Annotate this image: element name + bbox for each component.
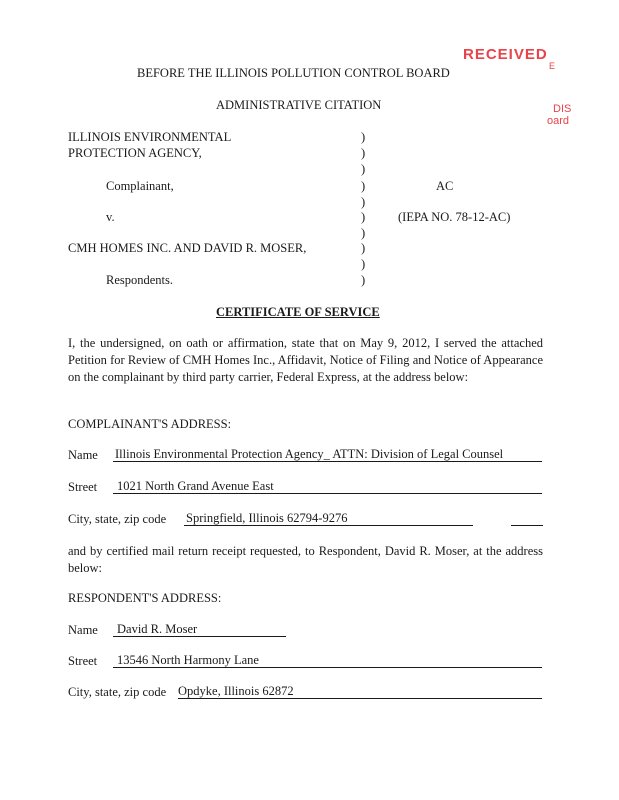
respondents-role: Respondents. bbox=[106, 273, 174, 287]
caption-paren: ) bbox=[361, 162, 366, 176]
respondent-name-value: David R. Moser bbox=[117, 622, 198, 636]
caption-paren: ) bbox=[361, 241, 366, 255]
certificate-title: CERTIFICATE OF SERVICE bbox=[216, 305, 380, 319]
respondent-address-heading: RESPONDENT'S ADDRESS: bbox=[68, 591, 222, 605]
caption-paren: ) bbox=[361, 146, 366, 160]
respondent-street-value: 13546 North Harmony Lane bbox=[117, 653, 259, 667]
mail-paragraph: and by certified mail return receipt requested, to Respondent, David R. Moser, at the address below: bbox=[68, 544, 543, 575]
respondent-street-label: Street bbox=[68, 654, 98, 668]
certificate-body: I, the undersigned, on oath or affirmation, state that on May 9, 2012, I served the attached Petition for Review of CMH Homes Inc., Affidavit, Notice of Filing and Notice of Appearance on the complainant by third party carrier, Federal Express, at the address below: bbox=[68, 336, 543, 384]
respondent-city-label: City, state, zip code bbox=[68, 685, 167, 699]
complainant-city-field bbox=[184, 511, 473, 526]
complainant-name-label: Name bbox=[68, 448, 98, 462]
complainant-name-field bbox=[113, 447, 542, 462]
complainant-name-line1: ILLINOIS ENVIRONMENTAL bbox=[68, 130, 232, 144]
stamp-fragment-oard: oard bbox=[547, 115, 570, 127]
complainant-city-label: City, state, zip code bbox=[68, 512, 167, 526]
caption-paren: ) bbox=[361, 130, 366, 144]
respondent-name-field bbox=[113, 622, 286, 637]
versus: v. bbox=[106, 210, 115, 224]
complainant-extra-field bbox=[511, 511, 543, 526]
respondent-street-field bbox=[113, 653, 542, 668]
board-heading: BEFORE THE ILLINOIS POLLUTION CONTROL BOARD bbox=[137, 66, 450, 80]
case-type: AC bbox=[436, 179, 454, 193]
stamp-fragment-dis: DIS bbox=[553, 103, 572, 115]
respondent-city-field bbox=[178, 684, 542, 699]
stamp-fragment-e: E bbox=[549, 61, 556, 71]
complainant-city-value: Springfield, Illinois 62794-9276 bbox=[186, 511, 348, 525]
complainant-street-field bbox=[113, 479, 542, 494]
caption-paren: ) bbox=[361, 226, 366, 240]
respondent-name-label: Name bbox=[68, 623, 98, 637]
complainant-role: Complainant, bbox=[106, 179, 174, 193]
respondents-name: CMH HOMES INC. AND DAVID R. MOSER, bbox=[68, 241, 307, 255]
complainant-street-value: 1021 North Grand Avenue East bbox=[117, 479, 274, 493]
caption-paren: ) bbox=[361, 179, 366, 193]
complainant-name-value: Illinois Environmental Protection Agency_ ATTN: Division of Legal Counsel bbox=[115, 447, 504, 461]
caption-paren: ) bbox=[361, 195, 366, 209]
case-number: (IEPA NO. 78-12-AC) bbox=[398, 210, 511, 224]
respondent-city-value: Opdyke, Illinois 62872 bbox=[178, 684, 294, 698]
caption-paren: ) bbox=[361, 273, 366, 287]
complainant-street-label: Street bbox=[68, 480, 98, 494]
citation-heading: ADMINISTRATIVE CITATION bbox=[216, 98, 382, 112]
complainant-address-heading: COMPLAINANT'S ADDRESS: bbox=[68, 417, 232, 431]
caption-paren: ) bbox=[361, 210, 366, 224]
caption-paren: ) bbox=[361, 257, 366, 271]
received-stamp: RECEIVED bbox=[463, 46, 548, 63]
complainant-name-line2: PROTECTION AGENCY, bbox=[68, 146, 202, 160]
